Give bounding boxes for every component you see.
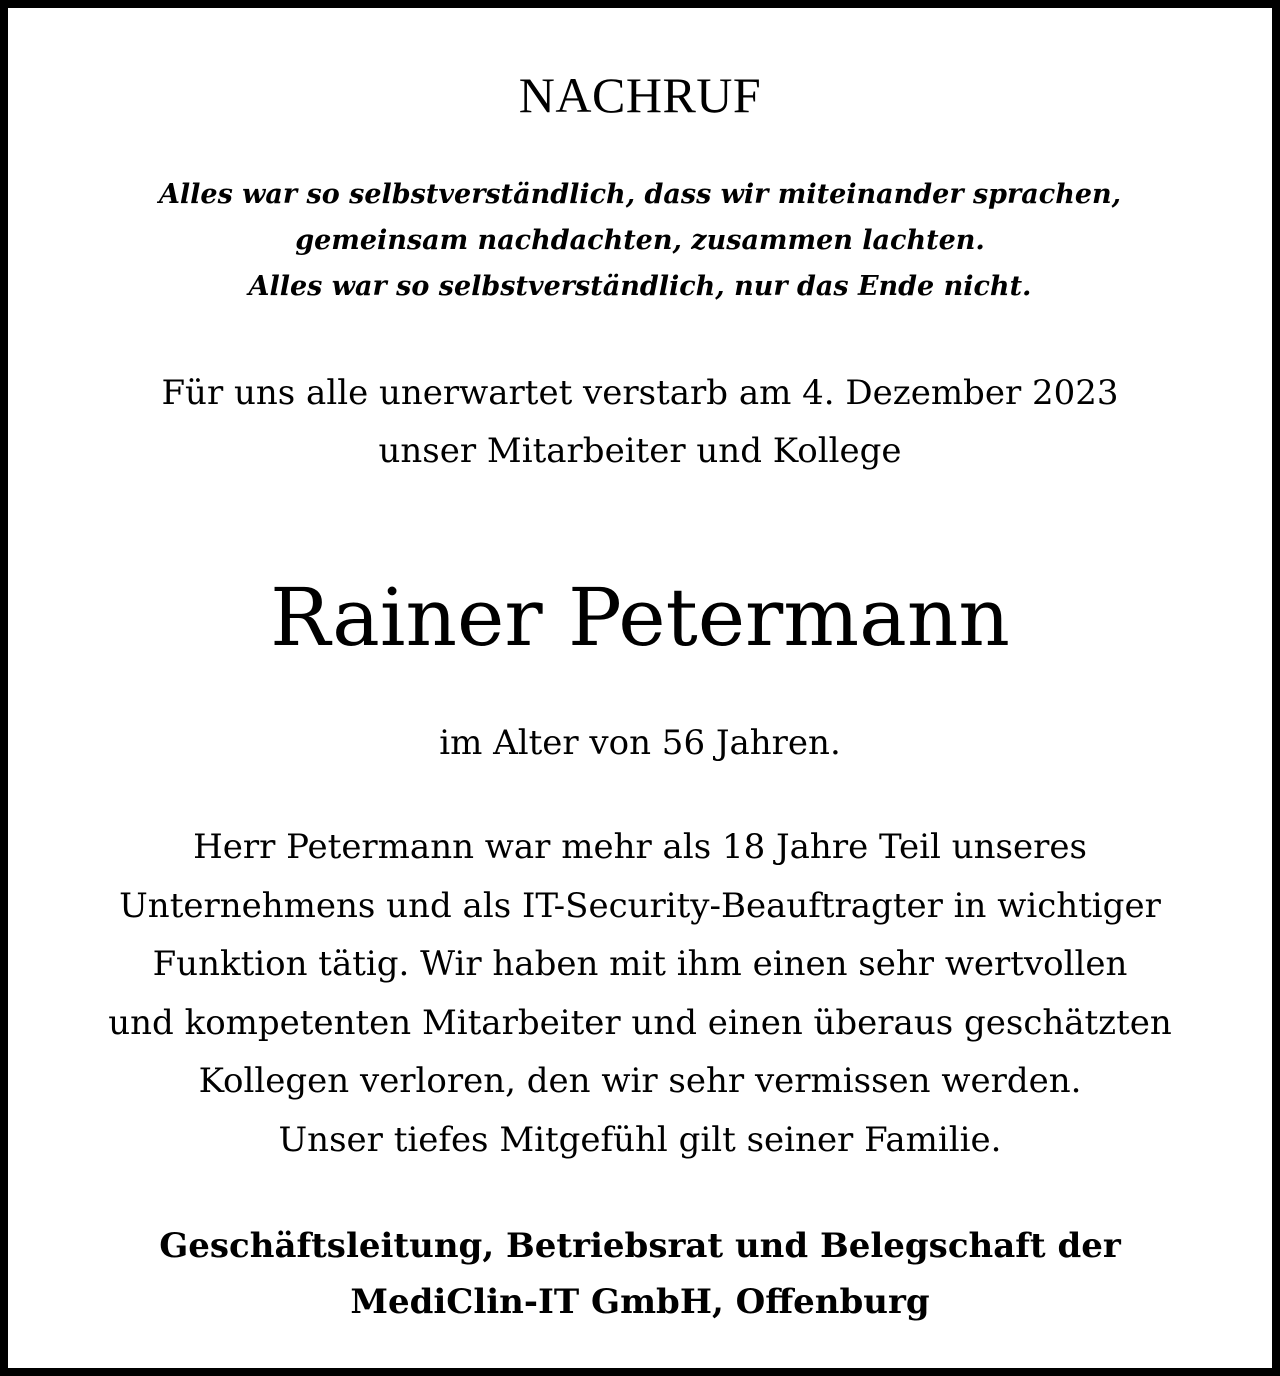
death-announcement	[8, 364, 1272, 480]
notice-heading: NACHRUF	[518, 67, 762, 123]
tribute-line: und kompetenten Mitarbeiter und einen überaus geschätzten	[108, 1002, 1172, 1043]
poem-line: Alles war so selbstverständlich, dass wir miteinander sprachen,	[158, 179, 1122, 210]
announcement-line: unser Mitarbeiter und Kollege	[378, 431, 902, 471]
tribute-line: Herr Petermann war mehr als 18 Jahre Teil unseres	[193, 827, 1087, 867]
poem-line: Alles war so selbstverständlich, nur das Ende nicht.	[248, 271, 1032, 302]
signature-block	[8, 1218, 1272, 1330]
tribute-line: Unser tiefes Mitgefühl gilt seiner Familie.	[278, 1119, 1002, 1160]
memorial-poem	[8, 172, 1272, 310]
tribute-line: Kollegen verloren, den wir sehr vermissen werden.	[198, 1061, 1082, 1101]
tribute-text	[8, 818, 1272, 1169]
deceased-age: im Alter von 56 Jahren.	[439, 723, 841, 763]
signature-line: Geschäftsleitung, Betriebsrat und Belegschaft der	[159, 1226, 1121, 1266]
deceased-name: Rainer Petermann	[270, 571, 1010, 664]
poem-line: gemeinsam nachdachten, zusammen lachten.	[295, 225, 985, 256]
announcement-line: Für uns alle unerwartet verstarb am 4. Dezember 2023	[161, 373, 1119, 413]
tribute-line: Unternehmens und als IT-Security-Beauftragter in wichtiger	[119, 885, 1161, 926]
signature-line: MediClin-IT GmbH, Offenburg	[350, 1282, 930, 1322]
tribute-line: Funktion tätig. Wir haben mit ihm einen sehr wertvollen	[152, 944, 1128, 984]
